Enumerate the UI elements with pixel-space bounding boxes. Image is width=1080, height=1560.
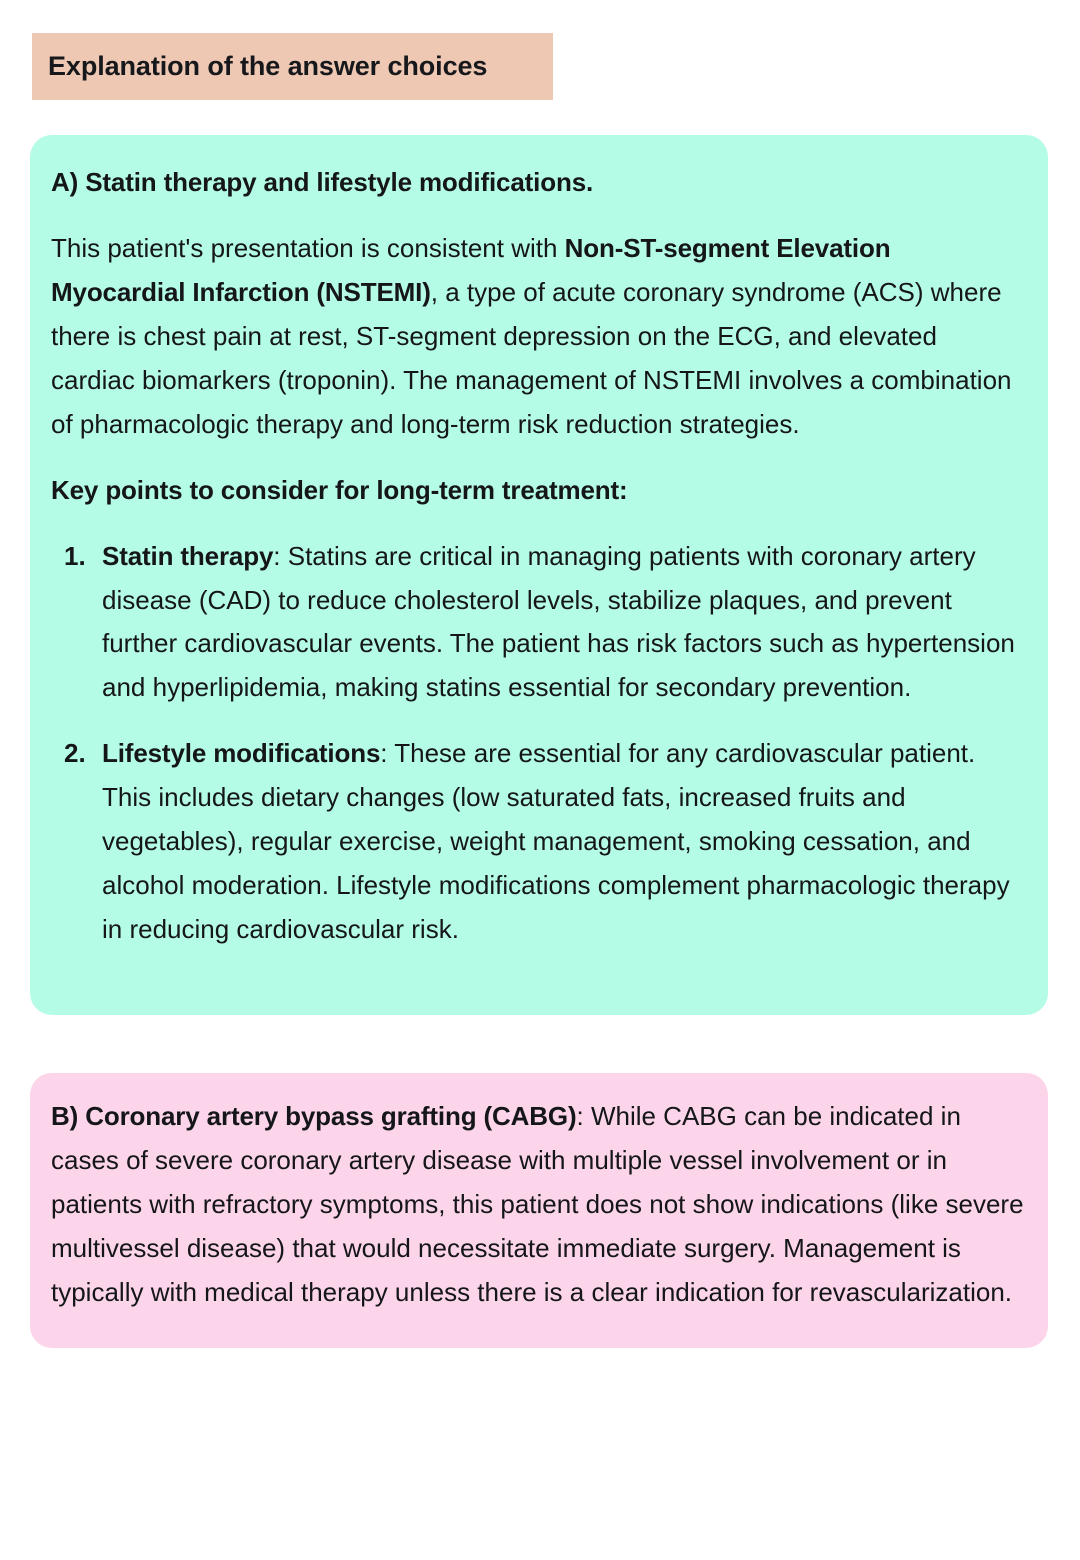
key-points-list (48, 535, 1024, 952)
intro-rest-text: , a type of acute coronary syndrome (ACS) where there is chest pain at rest, ST-segment depression on the ECG, and elevated cardiac biomarkers (troponin). The management of NSTEMI involves a combination of pharmacologic therapy and long-term risk reduction strategies. (51, 276, 1012, 439)
choice-b-text: : While CABG can be indicated in cases of severe coronary artery disease with multiple vessel involvement or in patients with refractory symptoms, this patient does not show indications (like severe multivessel disease) that would necessitate immediate surgery. Management is typically with medical therapy unless there is a clear indication for revascularization. (51, 1101, 1024, 1307)
key-point-text: : These are essential for any cardiovascular patient. This includes dietary changes (low saturated fats, increased fruits and vegetables), regular exercise, weight management, smoking cessation, and alcohol moderation. Lifestyle modifications complement pharmacologic therapy in reducing cardiovascular risk. (102, 738, 1010, 945)
answer-choice-a-card (30, 135, 1048, 1015)
key-point-term: Lifestyle modifications (102, 738, 381, 769)
choice-a-heading: A) Statin therapy and lifestyle modifications. (51, 167, 594, 197)
choice-b-paragraph (48, 1095, 1024, 1315)
list-item (48, 535, 1024, 711)
page-title: Explanation of the answer choices (48, 50, 488, 81)
intro-lead-text: This patient's presentation is consistent with (51, 232, 565, 263)
nstemi-term: Non-ST-segment Elevation Myocardial Infarction (NSTEMI) (51, 232, 891, 307)
list-item (48, 732, 1024, 952)
key-point-term: Statin therapy (102, 540, 274, 571)
page-title-band (32, 33, 553, 100)
choice-a-intro-paragraph (48, 227, 1024, 447)
answer-choice-b-card (30, 1073, 1048, 1348)
choice-b-heading: B) Coronary artery bypass grafting (CABG) (51, 1101, 577, 1131)
key-points-subheading: Key points to consider for long-term treatment: (51, 474, 628, 505)
key-point-text: : Statins are critical in managing patients with coronary artery disease (CAD) to reduce cholesterol levels, stabilize plaques, and prevent further cardiovascular events. The patient has risk factors such as hypertension and hyperlipidemia, making statins essential for secondary prevention. (102, 540, 1015, 703)
